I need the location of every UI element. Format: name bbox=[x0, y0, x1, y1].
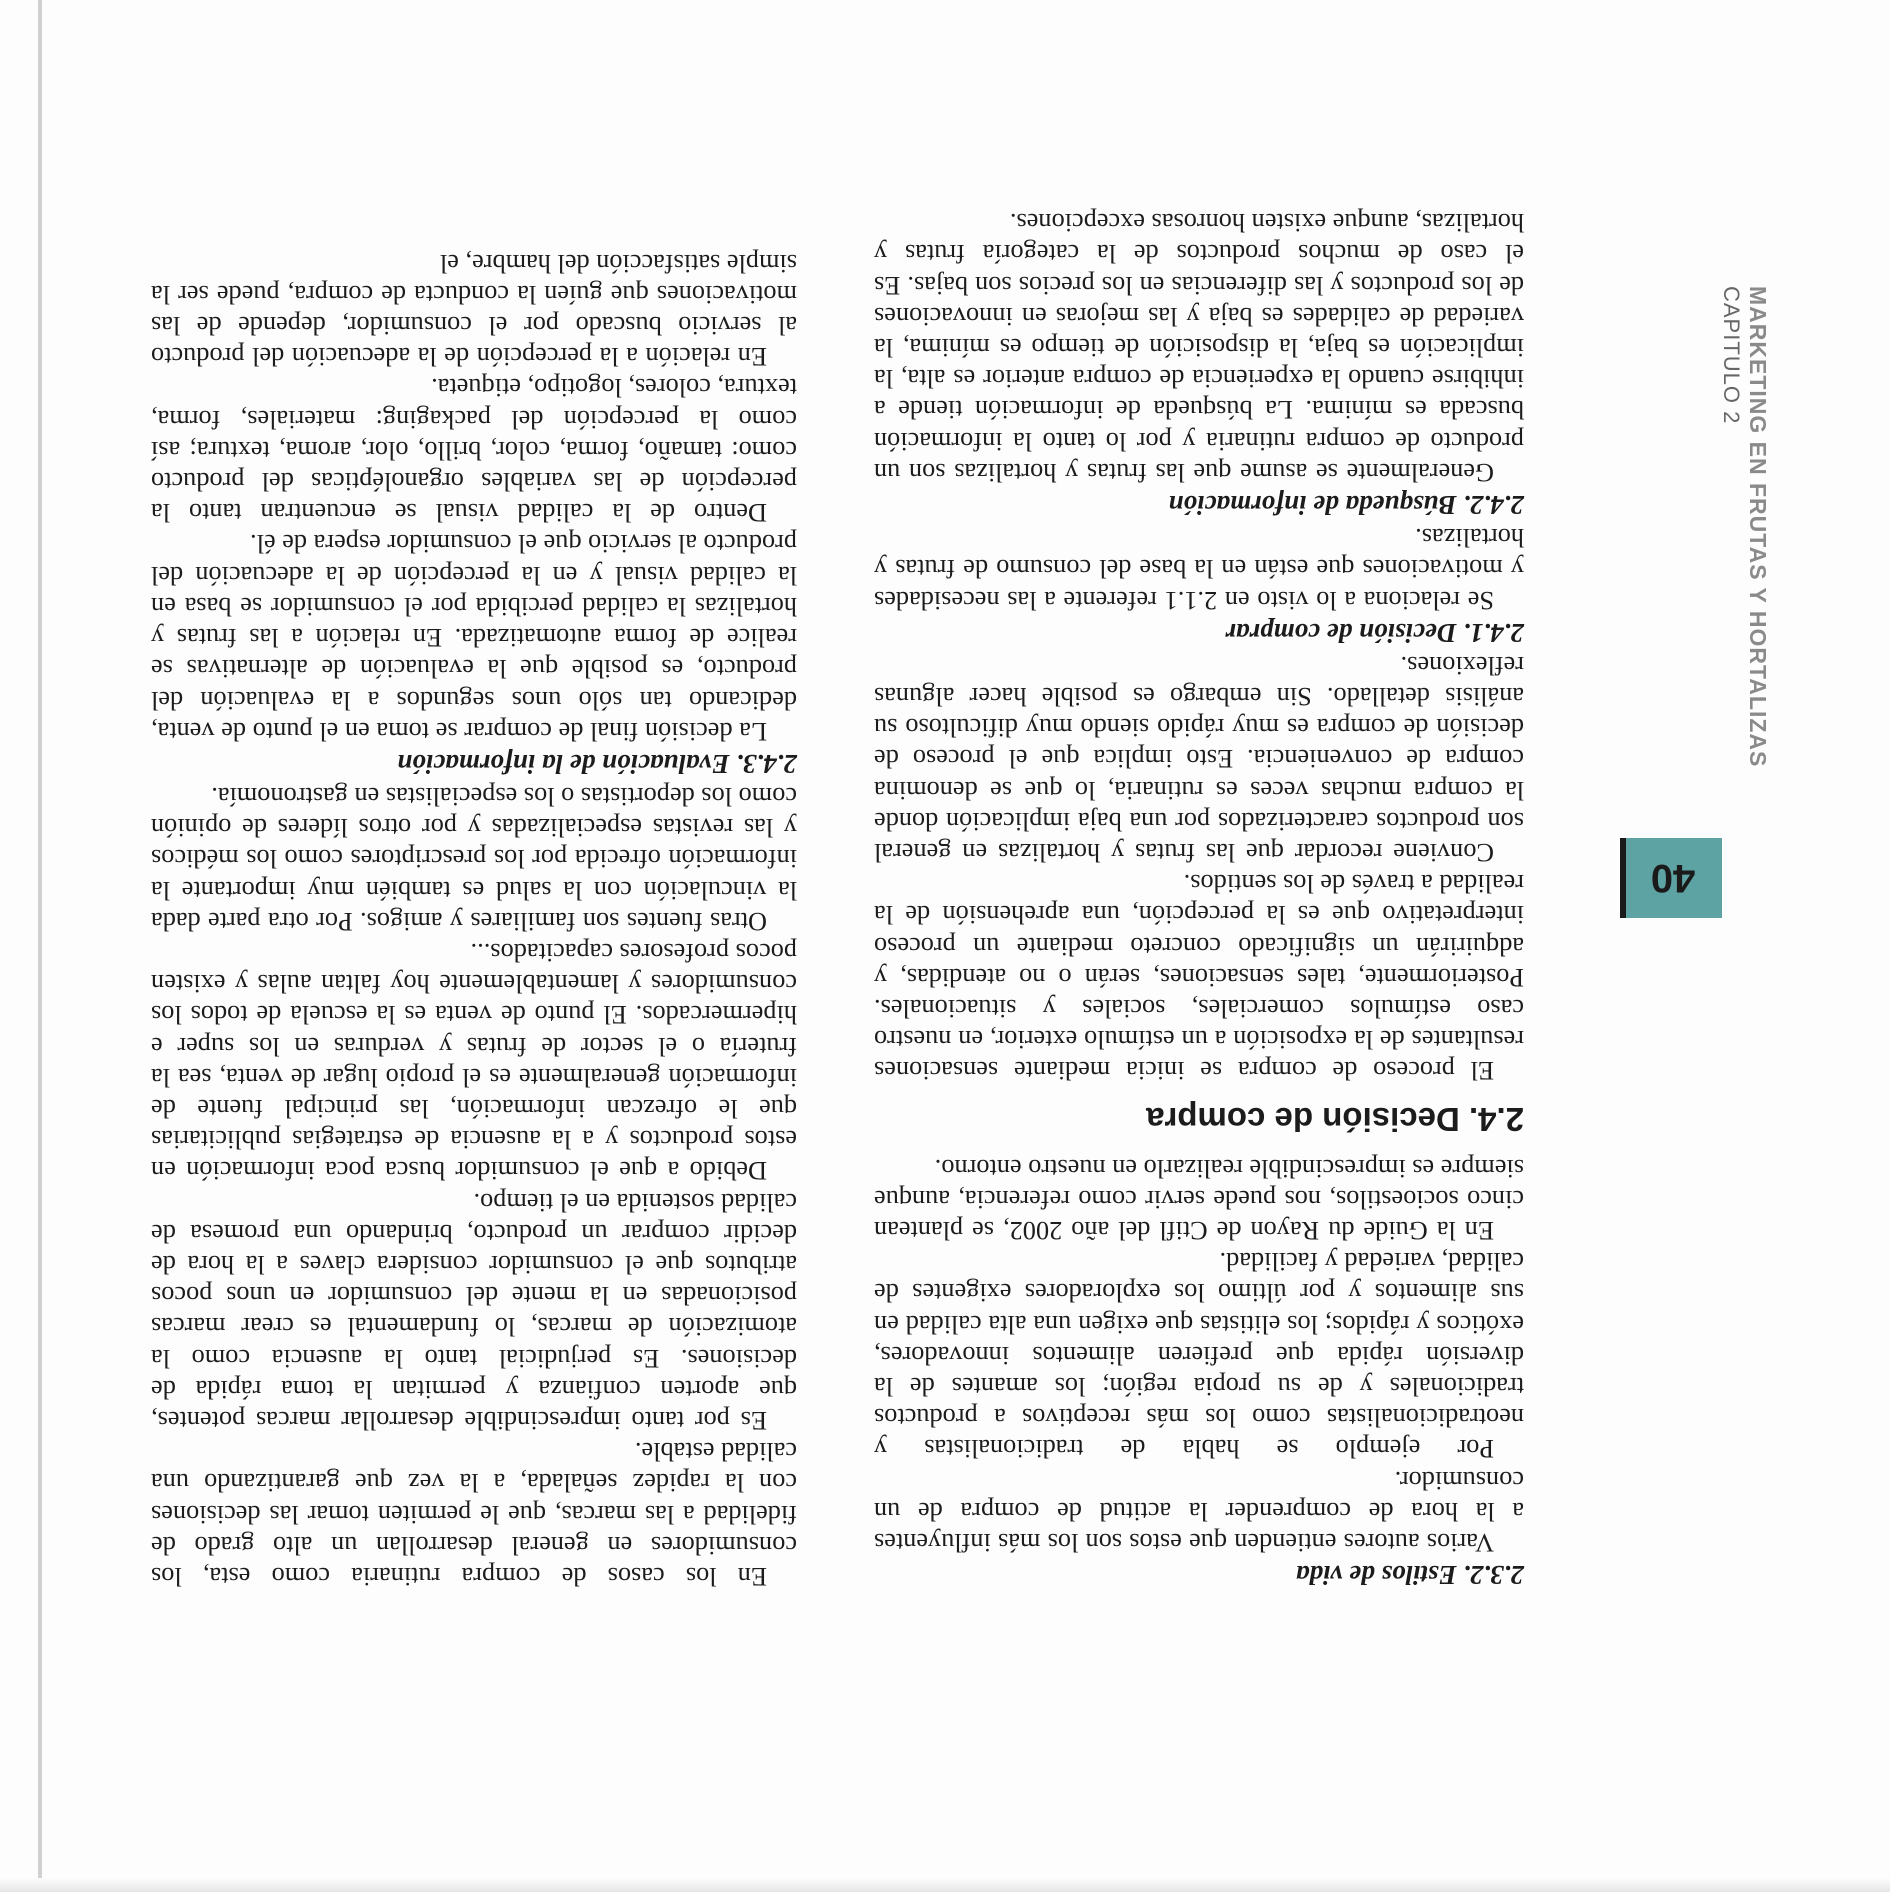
paragraph: Varios autores entienden que estos son los más influyentes a la hora de comprender la actitud de compra de un consumidor. bbox=[874, 1465, 1524, 1557]
section-heading: 2.3.2. Estilos de vida bbox=[1296, 1560, 1524, 1590]
paragraph: En la Guide du Rayon de Ctifl del año 2002, se plantean cinco socioestilos, nos puede servir como referencia, aunque siempre es imprescindible realizarlo en nuestro entorno. bbox=[874, 1153, 1524, 1245]
paragraph: El proceso de compra se inicia mediante sensaciones resultantes de la exposición a un estímulo exterior, en nuestro caso estímulos comerciales, sociales y situacionales. Posteriormente, tales sensaciones, serán o no atendidas, y adquirirán un significado concreto mediante un proceso interpretativo que es la percepción, una aprehensión de la realidad a través de los sentidos. bbox=[874, 869, 1524, 1086]
page-number: 40 bbox=[1650, 856, 1696, 901]
paragraph: Es por tanto imprescindible desarrollar marcas potentes, que aporten confianza y permitan la toma rápida de decisiones. Es perjudicial tanto la ausencia como la atomización de marcas, lo fundamental es crear marcas posicionadas en la mente del consumidor en unos pocos atributos que el consumidor considera claves a la hora de decidir comprar un producto, brindando una promesa de calidad sostenida en el tiempo. bbox=[151, 1187, 797, 1435]
book-title: MARKETING EN FRUTAS Y HORTALIZAS bbox=[1745, 286, 1771, 768]
section-heading: 2.4.1. Decisión de comprar bbox=[1225, 617, 1524, 648]
section-heading: 2.4.2. Búsqueda de información bbox=[1168, 489, 1524, 520]
paragraph: Por ejemplo se habla de tradicionalistas y neotradicionalistas como los más receptivos a productos tradicionales y de su propia región; los amantes de la diversión rápida que prefieren alimentos innovadores, exóticos y rápidos; los elitistas que exigen una alta calidad en sus alimentos y por último los exploradores exigentes de calidad, variedad y facilidad. bbox=[874, 1247, 1524, 1464]
text-column-left bbox=[874, 207, 1524, 1592]
chapter-label: CAPITULO 2 bbox=[1719, 286, 1744, 425]
paragraph: En relación a la percepción de la adecuación del producto al servicio buscado por el consumidor, depende de las motivaciones que guíen la conducta de compra, puede ser la simple satisfacción del hambre, el bbox=[151, 248, 797, 372]
page-number-tab bbox=[1624, 838, 1722, 918]
chapter-section-heading: 2.4. Decisión de compra bbox=[1146, 1101, 1524, 1139]
section-heading: 2.4.3. Evaluación de la información bbox=[397, 748, 797, 779]
tab-divider bbox=[1620, 838, 1626, 918]
running-header bbox=[1716, 286, 1772, 770]
paragraph: En los casos de compra rutinaria como esta, los consumidores en general desarrollan un alto grado de fidelidad a las marcas, que le permiten tomar las decisiones con la rapidez señalada, a la vez que garantizando una calidad estable. bbox=[151, 1437, 797, 1591]
paragraph: Dentro de la calidad visual se encuentran tanto la percepción de las variables organolépticas del producto como: tamaño, forma, color, brillo, olor, aroma, textura; así como la percepción del packaging: materiales, forma, textura, colores, logotipo, etiqueta. bbox=[151, 373, 797, 528]
paragraph: La decisión final de comprar se toma en el punto de venta, dedicando tan sólo unos segundos a la evaluación del producto, es posible que la evaluación de alternativas se realice de forma automatizada. En relación a las frutas y hortalizas la calidad percibida por el consumidor se basa en la calidad visual y en la percepción de la adecuación del producto al servicio que el consumidor espera de él. bbox=[151, 529, 797, 746]
scan-shadow bbox=[0, 1878, 1890, 1892]
paragraph: Conviene recordar que las frutas y hortalizas en general son productos caracterizados por una baja implicación donde la compra muchas veces es rutinaria, lo que se denomina compra de conveniencia. Esto implica que el proceso de decisión de compra es muy rápido siendo muy dificultoso su análisis detallado. Sin embargo es posible hacer algunas reflexiones. bbox=[874, 650, 1524, 867]
paragraph: Otras fuentes son familiares y amigos. Por otra parte dada la vinculación con la salud es también muy importante la información ofrecida por los prescriptores como los médicos y las revistas especializadas y por otros líderes de opinión como los deportistas o los especialistas en gastronomía. bbox=[151, 781, 797, 936]
text-column-right bbox=[151, 247, 797, 1592]
paragraph: Generalmente se asume que las frutas y hortalizas son un producto de compra rutinaria y por lo tanto la información buscada es mínima. La búsqueda de información tiende a inhibirse cuando la experiencia de compra anterior es alta, la implicación es baja, la disposición de tiempo es mínima, la variedad de calidades es baja y las mejoras en innovaciones de los productos y las diferencias en los precios son bajas. Es el caso de muchos productos de la categoría frutas y hortalizas, aunque existen honrosas excepciones. bbox=[874, 208, 1524, 487]
paragraph: Se relaciona a lo visto en 2.1.1 referente a las necesidades y motivaciones que están en la base del consumo de frutas y hortalizas. bbox=[874, 523, 1524, 615]
paragraph: Debido a que el consumidor busca poca información en estos productos y a la ausencia de estrategias publicitarias que le ofrezcan información, las principal fuente de información generalmente es el propio lugar de venta, sea la frutería o el sector de frutas y verduras en los super e hipermercados. El punto de venta es la escuela de todos los consumidores y lamentablemente hoy faltan aulas y existen pocos profesores capacitados... bbox=[151, 937, 797, 1186]
scan-edge-line bbox=[38, 0, 42, 1892]
